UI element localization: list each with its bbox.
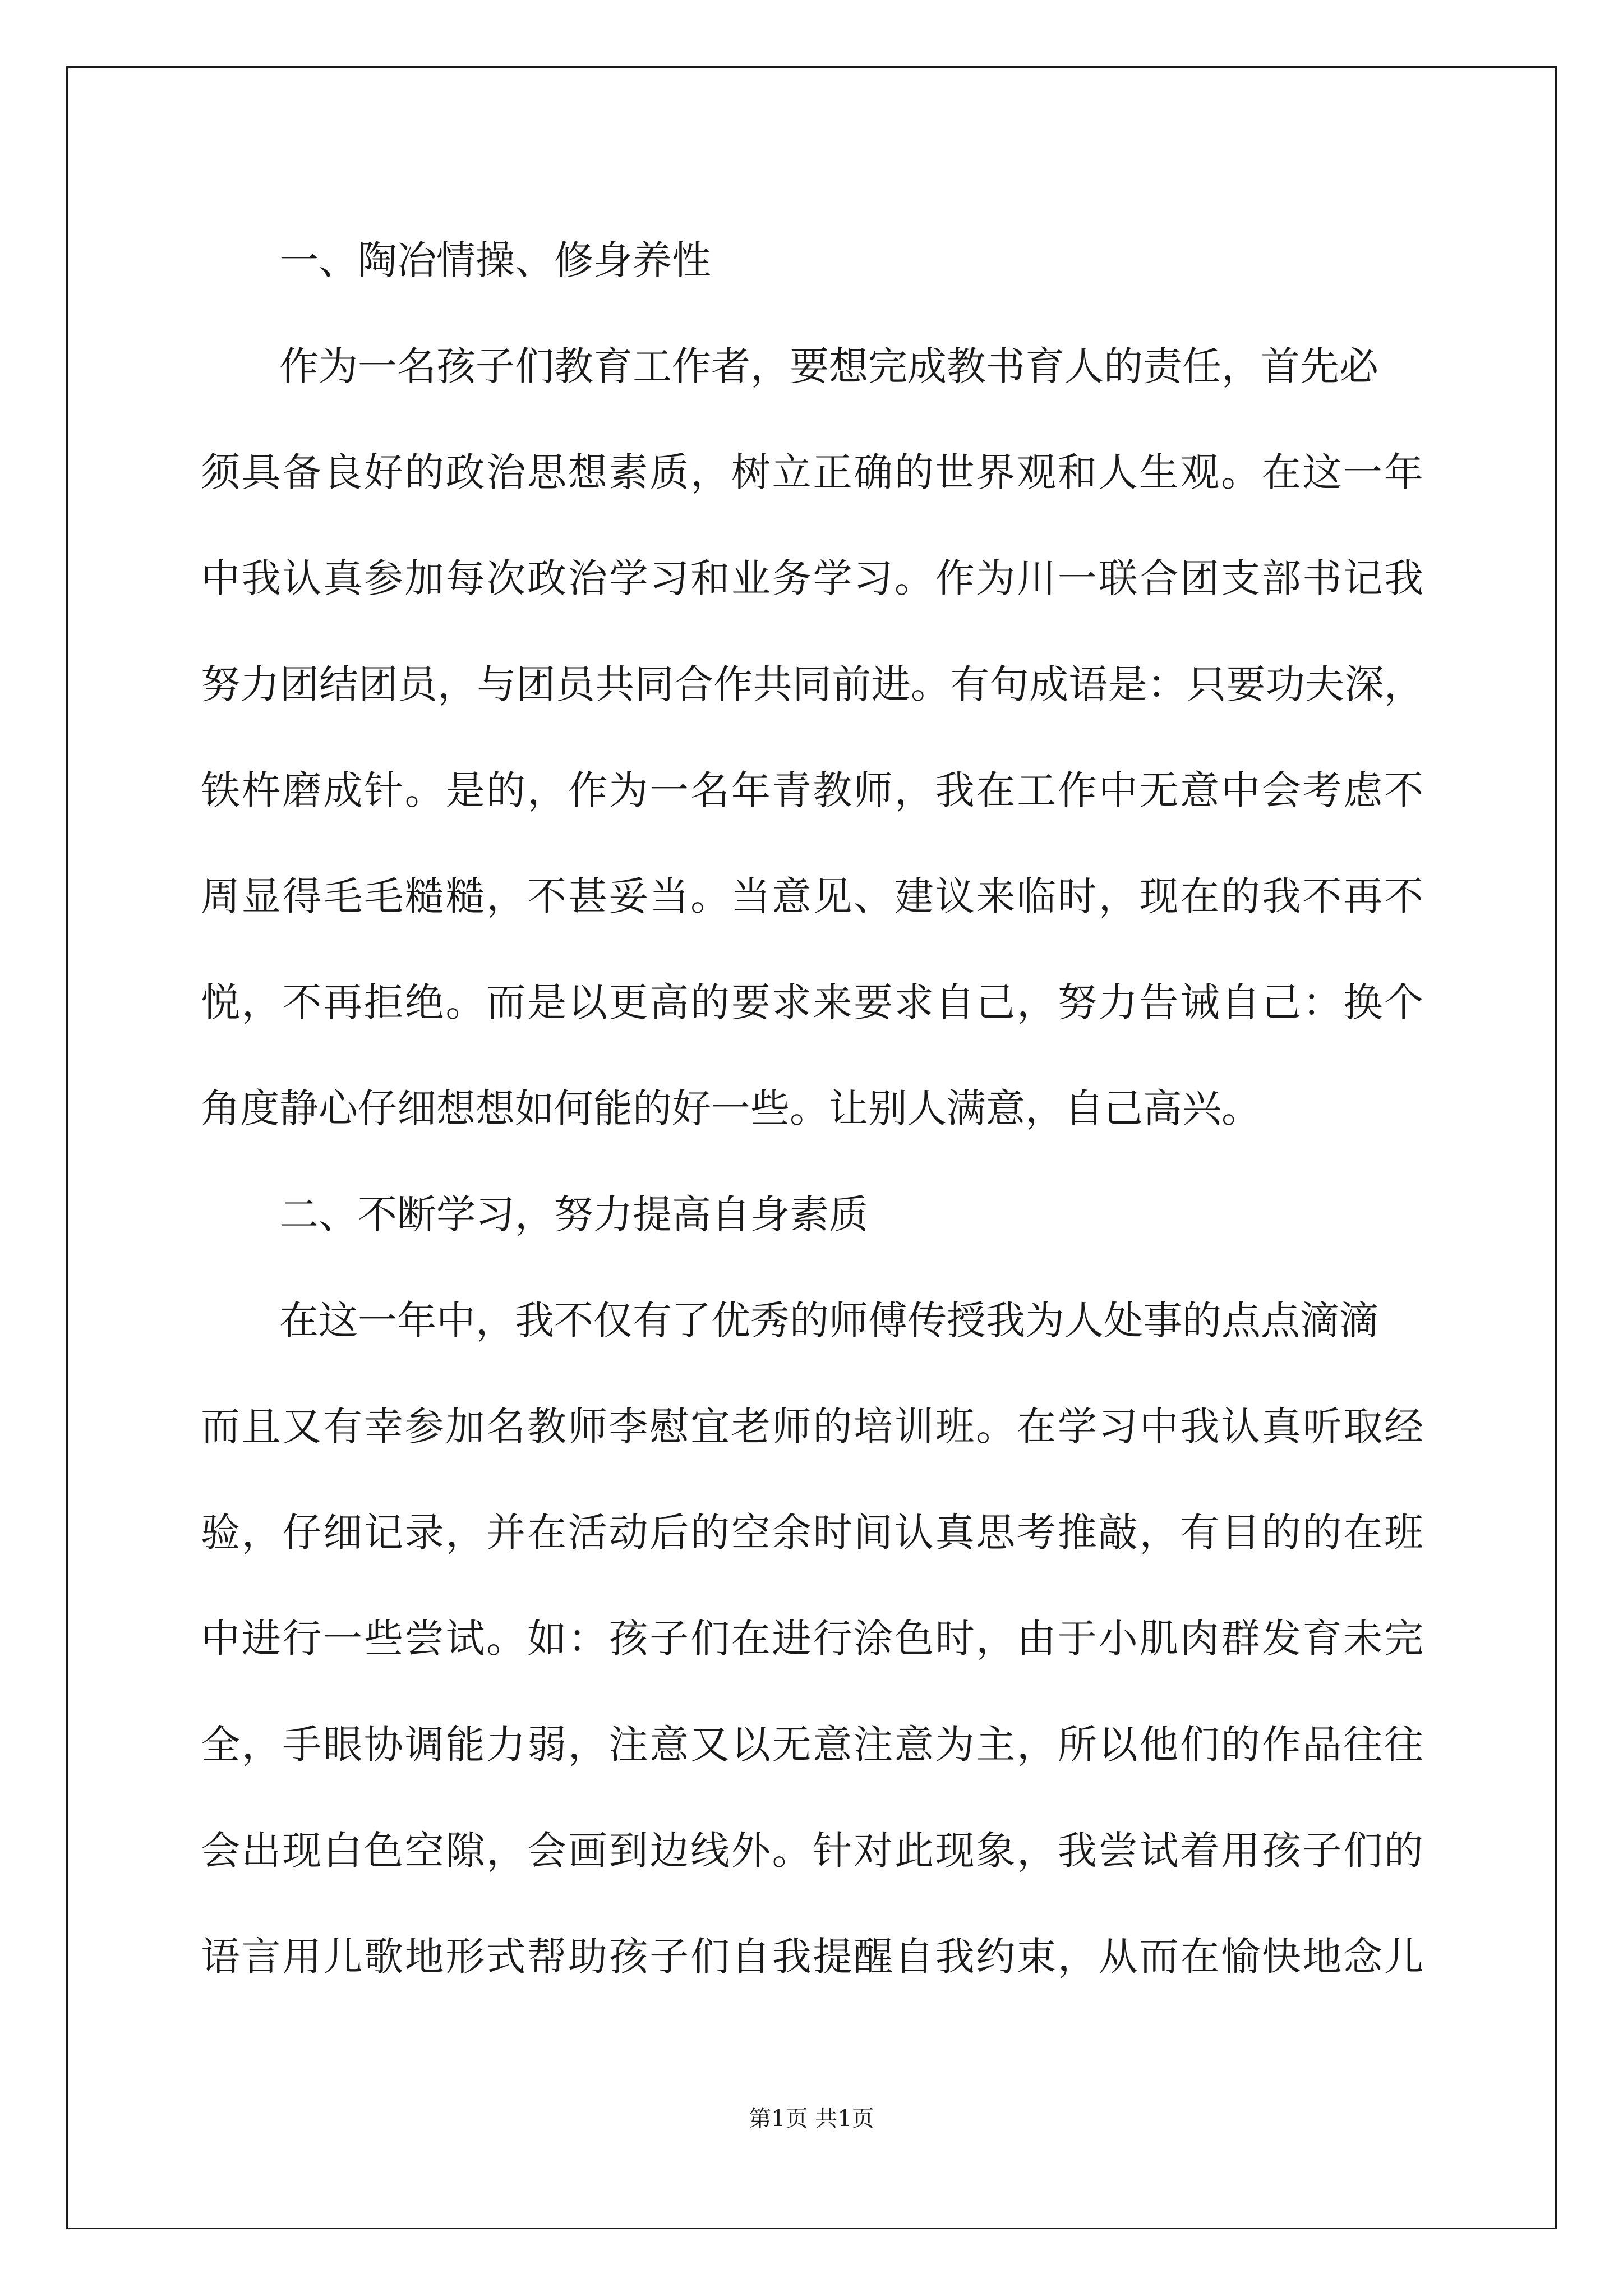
paragraph-line: 会出现白色空隙，会画到边线外。针对此现象，我尝试着用孩子们的 xyxy=(201,1828,1423,1874)
paragraph-line: 铁杵磨成针。是的，作为一名年青教师，我在工作中无意中会考虑不 xyxy=(201,767,1423,813)
paragraph-line: 全，手眼协调能力弱，注意又以无意注意为主，所以他们的作品往往 xyxy=(201,1722,1423,1768)
section-heading-1: 一、陶冶情操、修身养性 xyxy=(279,237,711,283)
paragraph-line: 作为一名孩子们教育工作者，要想完成教书育人的责任，首先必 xyxy=(279,343,1378,389)
paragraph-line: 角度静心仔细想想如何能的好一些。让别人满意，自己高兴。 xyxy=(201,1085,1261,1131)
paragraph-line: 中进行一些尝试。如：孩子们在进行涂色时，由于小肌肉群发育未完 xyxy=(201,1616,1423,1662)
paragraph-line: 周显得毛毛糙糙，不甚妥当。当意见、建议来临时，现在的我不再不 xyxy=(201,873,1423,919)
paragraph-line: 而且又有幸参加名教师李慰宜老师的培训班。在学习中我认真听取经 xyxy=(201,1404,1423,1450)
paragraph-line: 须具备良好的政治思想素质，树立正确的世界观和人生观。在这一年 xyxy=(201,449,1423,495)
section-heading-2: 二、不断学习，努力提高自身素质 xyxy=(279,1191,868,1237)
paragraph-line: 悦，不再拒绝。而是以更高的要求来要求自己，努力告诫自己：换个 xyxy=(201,979,1423,1025)
paragraph-line: 验，仔细记录，并在活动后的空余时间认真思考推敲，有目的的在班 xyxy=(201,1510,1423,1556)
paragraph-line: 语言用儿歌地形式帮助孩子们自我提醒自我约束，从而在愉快地念儿 xyxy=(201,1934,1423,1980)
document-body xyxy=(201,208,1423,2010)
paragraph-line: 在这一年中，我不仅有了优秀的师傅传授我为人处事的点点滴滴 xyxy=(279,1297,1378,1343)
paragraph-line: 努力团结团员，与团员共同合作共同前进。有句成语是：只要功夫深， xyxy=(201,661,1423,707)
paragraph-line: 中我认真参加每次政治学习和业务学习。作为川一联合团支部书记我 xyxy=(201,555,1423,601)
page-number: 第1页 共1页 xyxy=(749,2106,874,2132)
